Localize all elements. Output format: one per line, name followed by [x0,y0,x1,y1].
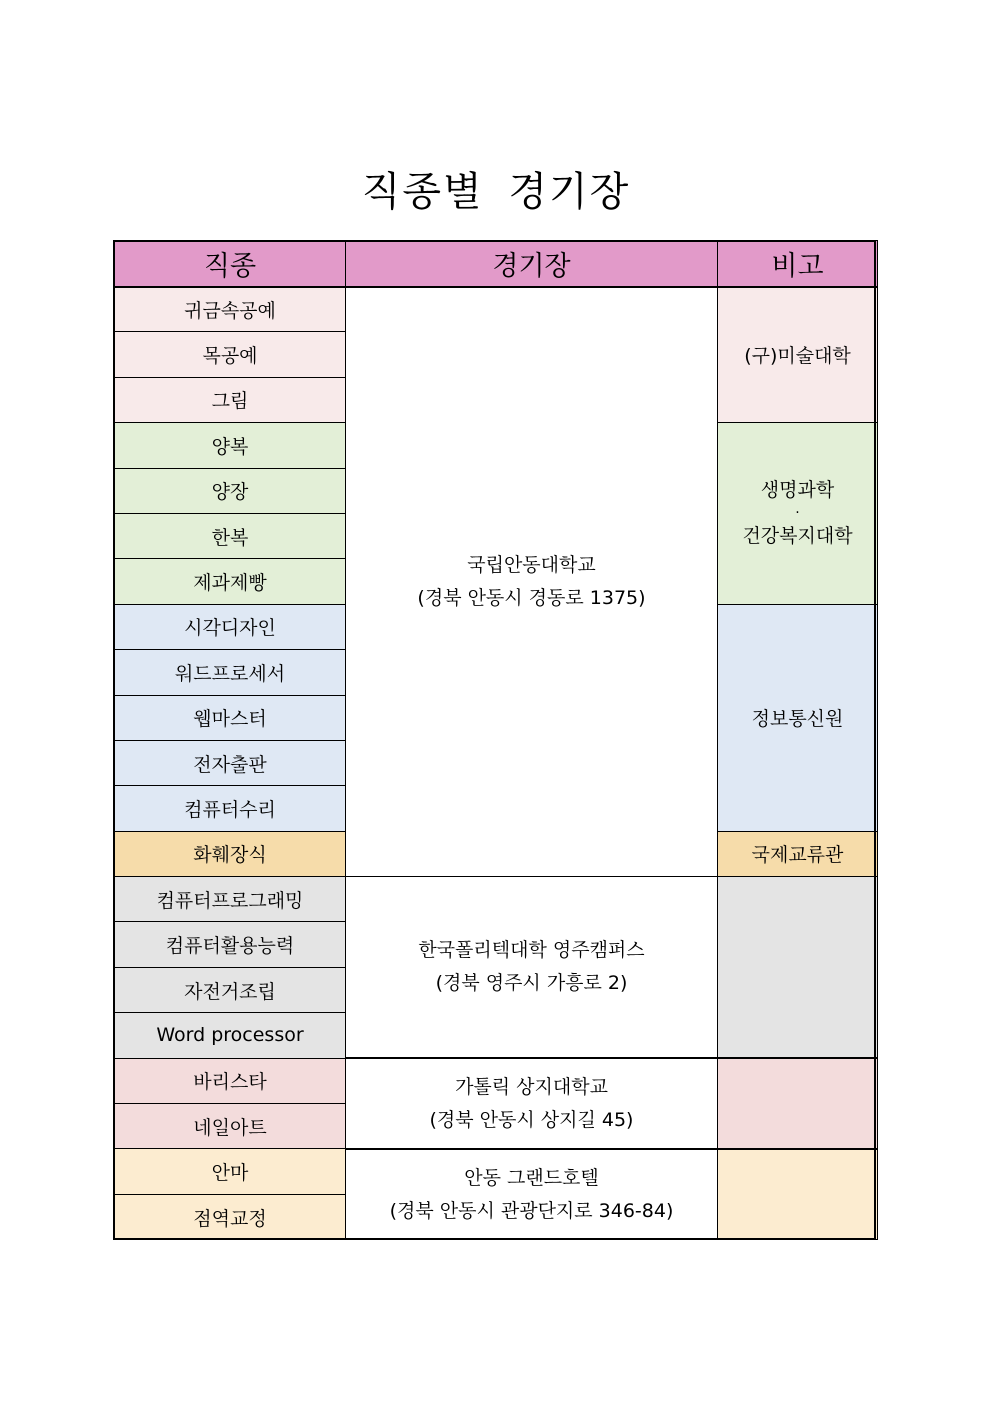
job-cell: 워드프로세서 [115,650,346,695]
note-line: 건강복지대학 [742,525,853,548]
venue-address: (경북 안동시 관광단지로 346-84) [389,1199,674,1222]
note-cell [718,877,878,1059]
venue-address: (경북 안동시 상지길 45) [429,1108,634,1131]
venue-name: 국립안동대학교 [467,553,596,576]
note-cell [718,1058,878,1149]
job-cell: 컴퓨터수리 [115,786,346,831]
venue-name: 한국폴리텍대학 영주캠퍼스 [418,939,645,962]
job-cell: 점역교정 [115,1194,346,1239]
job-cell: Word processor [115,1013,346,1058]
job-cell: 네일아트 [115,1104,346,1149]
header-job: 직종 [115,241,346,287]
venue-address: (경북 안동시 경동로 1375) [417,586,646,609]
note-cell: (구)미술대학 [718,287,878,423]
note-separator: · [795,505,800,522]
job-cell: 전자출판 [115,740,346,785]
venue-table [114,240,878,1240]
job-cell: 컴퓨터프로그래밍 [115,877,346,922]
job-cell: 귀금속공예 [115,287,346,332]
venue-address: (경북 영주시 가흥로 2) [435,972,628,995]
job-cell: 양장 [115,468,346,513]
venue-name: 안동 그랜드호텔 [464,1166,599,1189]
table-row [115,1058,878,1103]
job-cell: 컴퓨터활용능력 [115,922,346,967]
venue-cell [346,287,718,877]
note-cell: 정보통신원 [718,604,878,831]
venue-name: 가톨릭 상지대학교 [455,1075,608,1098]
table-row [115,1149,878,1194]
note-cell: 국제교류관 [718,831,878,876]
venue-cell [346,1149,718,1240]
page-title: 직종별 경기장 [361,169,631,215]
note-line: 생명과학 [760,479,835,502]
job-cell: 화훼장식 [115,831,346,876]
venue-cell [346,1058,718,1149]
job-cell: 양복 [115,423,346,468]
table-row [115,287,878,332]
note-cell [718,423,878,605]
job-cell: 바리스타 [115,1058,346,1103]
note-cell [718,1149,878,1240]
job-cell: 웹마스터 [115,695,346,740]
header-note: 비고 [718,241,878,287]
job-cell: 그림 [115,377,346,422]
job-cell: 안마 [115,1149,346,1194]
job-cell: 시각디자인 [115,604,346,649]
job-cell: 한복 [115,513,346,558]
job-cell: 자전거조립 [115,967,346,1012]
job-cell: 제과제빵 [115,559,346,604]
header-venue: 경기장 [346,241,718,287]
job-cell: 목공예 [115,332,346,377]
table-header-row [115,241,878,287]
venue-cell [346,877,718,1059]
table-row [115,877,878,922]
